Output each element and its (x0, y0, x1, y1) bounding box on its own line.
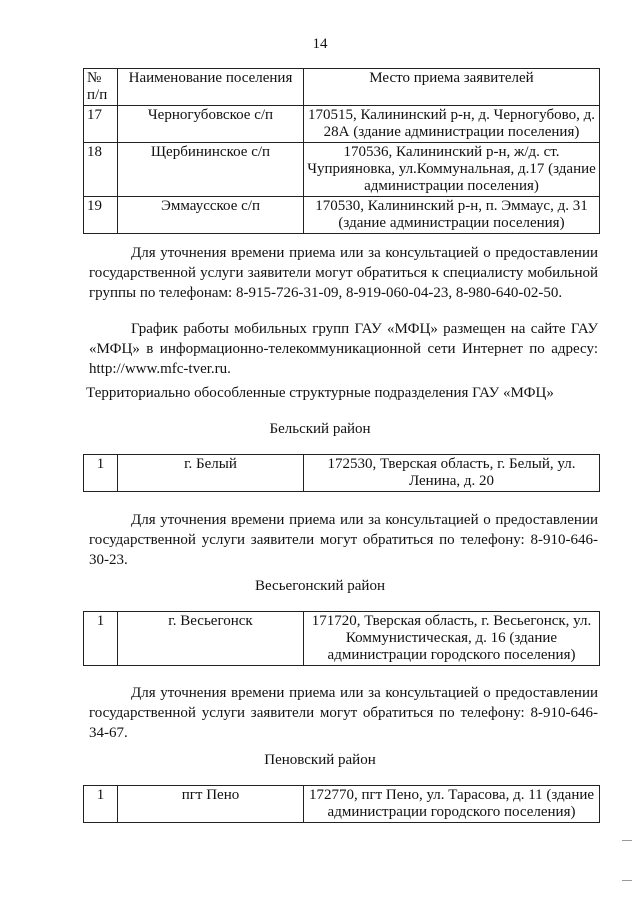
row-number: 17 (84, 106, 118, 143)
column-header-number: № п/п (84, 69, 118, 106)
belsky-table (83, 454, 600, 492)
district-title-vesyegonsky: Весьегонский район (255, 578, 385, 594)
row-number: 1 (84, 612, 118, 666)
reception-address: 170536, Калининский р-н, ж/д. ст. Чуприяновка, ул.Коммунальная, д.17 (здание администрации поселения) (304, 143, 600, 197)
column-header-location: Место приема заявителей (304, 69, 600, 106)
district-title-belsky: Бельский район (269, 421, 371, 437)
table-row (84, 197, 600, 234)
scan-edge-mark (622, 880, 632, 881)
table-row (84, 106, 600, 143)
table-row (84, 786, 600, 823)
row-number: 18 (84, 143, 118, 197)
table-row (84, 455, 600, 492)
table-row (84, 612, 600, 666)
belsky-note: Для уточнения времени приема или за консультацией о предоставлении государственной услуги заявители могут обратиться по телефону: 8-910-646-30-23. (89, 512, 598, 568)
schedule-paragraph: График работы мобильных групп ГАУ «МФЦ» размещен на сайте ГАУ «МФЦ» в информационно-телекоммуникационной сети Интернет по адресу: http://www.mfc-tver.ru. (89, 321, 598, 377)
office-address: 172530, Тверская область, г. Белый, ул. Ленина, д. 20 (304, 455, 600, 492)
office-address: 172770, пгт Пено, ул. Тарасова, д. 11 (здание администрации городского поселения) (304, 786, 600, 823)
settlement-name: Черногубовское с/п (118, 106, 304, 143)
office-address: 171720, Тверская область, г. Весьегонск, ул. Коммунистическая, д. 16 (здание администрации городского поселения) (304, 612, 600, 666)
office-name: г. Весьегонск (118, 612, 304, 666)
settlement-name: Щербининское с/п (118, 143, 304, 197)
table-row (84, 143, 600, 197)
page-number: 14 (312, 36, 328, 52)
consult-mobile-paragraph: Для уточнения времени приема или за консультацией о предоставлении государственной услуги заявители могут обратиться к специалисту мобильной группы по телефонам: 8-915-726-31-09, 8-919-060-04-23, 8-980-640-02-50. (89, 245, 598, 301)
row-number: 1 (84, 786, 118, 823)
column-header-settlement: Наименование поселения (118, 69, 304, 106)
settlements-table (83, 68, 600, 234)
section-title: Территориально обособленные структурные подразделения ГАУ «МФЦ» (86, 385, 554, 401)
penovsky-table (83, 785, 600, 823)
table-header-row (84, 69, 600, 106)
reception-address: 170530, Калининский р-н, п. Эммаус, д. 31 (здание администрации поселения) (304, 197, 600, 234)
scan-edge-mark (622, 840, 632, 841)
row-number: 19 (84, 197, 118, 234)
settlement-name: Эммаусское с/п (118, 197, 304, 234)
vesyegonsky-table (83, 611, 600, 666)
office-name: пгт Пено (118, 786, 304, 823)
vesyegonsky-note: Для уточнения времени приема или за консультацией о предоставлении государственной услуги заявители могут обратиться по телефону: 8-910-646-34-67. (89, 685, 598, 741)
office-name: г. Белый (118, 455, 304, 492)
district-title-penovsky: Пеновский район (264, 752, 376, 768)
reception-address: 170515, Калининский р-н, д. Черногубово, д. 28А (здание администрации поселения) (304, 106, 600, 143)
row-number: 1 (84, 455, 118, 492)
